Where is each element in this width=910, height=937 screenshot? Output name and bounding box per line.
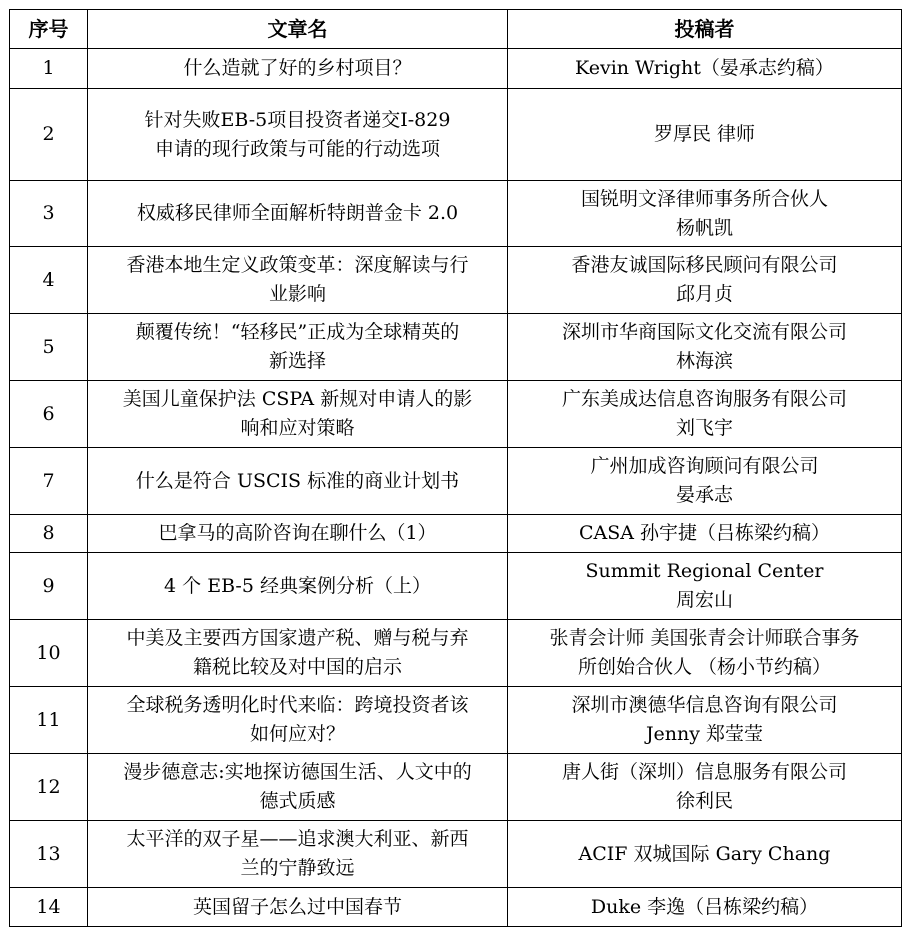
row-number: 2 — [10, 89, 88, 181]
article-title-line: 兰的宁静致远 — [240, 857, 355, 879]
article-title-cell — [88, 448, 508, 515]
author-cell — [508, 49, 902, 89]
author-line: 所创始合伙人 （杨小节约稿） — [577, 656, 832, 678]
table-row — [10, 620, 902, 687]
article-title-line: 中美及主要西方国家遗产税、赠与税与弃 — [126, 627, 469, 649]
author-cell — [508, 89, 902, 181]
table-row — [10, 49, 902, 89]
row-number: 6 — [10, 381, 88, 448]
table-row — [10, 553, 902, 620]
author-line: 罗厚民 律师 — [653, 123, 756, 145]
article-title-line: 申请的现行政策与可能的行动选项 — [154, 137, 440, 160]
article-title-line: 英国留子怎么过中国春节 — [192, 895, 402, 918]
author-line: Kevin Wright（晏承志约稿） — [575, 57, 834, 79]
author-line: Jenny 郑莹莹 — [645, 723, 764, 745]
article-title-cell — [88, 181, 508, 247]
article-title-cell — [88, 381, 508, 448]
author-line: Summit Regional Center — [585, 560, 824, 582]
table-row — [10, 448, 902, 515]
author-line: 香港友诚国际移民顾问有限公司 — [571, 254, 838, 276]
row-number: 7 — [10, 448, 88, 515]
article-title-line: 新选择 — [268, 350, 326, 372]
articles-table — [9, 9, 902, 927]
row-number: 4 — [10, 247, 88, 314]
article-title-line: 针对失败EB-5项目投资者递交I-829 — [144, 108, 451, 131]
row-number: 10 — [10, 620, 88, 687]
author-line: 深圳市澳德华信息咨询有限公司 — [571, 694, 838, 716]
article-title-line: 德式质感 — [259, 790, 336, 812]
author-cell — [508, 754, 902, 821]
table-body — [10, 49, 902, 927]
author-cell — [508, 247, 902, 314]
author-cell — [508, 448, 902, 515]
article-title-line: 什么造就了好的乡村项目？ — [183, 57, 412, 79]
author-line: 刘飞宇 — [675, 417, 733, 439]
author-line: 广州加成咨询顾问有限公司 — [590, 455, 819, 477]
row-number: 8 — [10, 515, 88, 553]
table-row — [10, 821, 902, 888]
row-number: 3 — [10, 181, 88, 247]
article-title-cell — [88, 553, 508, 620]
table-row — [10, 381, 902, 448]
author-line: 晏承志 — [675, 484, 733, 506]
author-line: ACIF 双城国际 Gary Chang — [578, 842, 831, 865]
author-cell — [508, 687, 902, 754]
author-cell — [508, 888, 902, 927]
author-cell — [508, 821, 902, 888]
author-line: 张青会计师 美国张青会计师联合事务 — [549, 627, 860, 649]
article-title-cell — [88, 754, 508, 821]
author-line: CASA 孙宇捷（吕栋梁约稿） — [578, 522, 831, 544]
author-line: 唐人街（深圳）信息服务有限公司 — [561, 761, 847, 783]
row-number: 9 — [10, 553, 88, 620]
author-cell — [508, 553, 902, 620]
article-title-line: 权威移民律师全面解析特朗普金卡 2.0 — [136, 202, 459, 224]
table-row — [10, 314, 902, 381]
author-line: Duke 李逸（吕栋梁约稿） — [590, 895, 819, 918]
author-cell — [508, 381, 902, 448]
article-title-cell — [88, 49, 508, 89]
author-cell — [508, 620, 902, 687]
header-row — [10, 10, 902, 49]
article-title-line: 巴拿马的高阶咨询在聊什么（1） — [158, 522, 437, 544]
article-title-line: 漫步德意志:实地探访德国生活、人文中的 — [123, 761, 472, 783]
article-title-line: 美国儿童保护法 CSPA 新规对申请人的影 — [122, 388, 473, 410]
author-line: 徐利民 — [675, 790, 733, 812]
article-title-line: 香港本地生定义政策变革：深度解读与行 — [126, 254, 469, 276]
table-row — [10, 687, 902, 754]
table-row — [10, 515, 902, 553]
article-title-cell — [88, 247, 508, 314]
article-title-cell — [88, 620, 508, 687]
table-row — [10, 754, 902, 821]
author-line: 邱月贞 — [675, 283, 733, 305]
article-title-line: 颠覆传统！“轻移民”正成为全球精英的 — [135, 321, 460, 343]
row-number: 14 — [10, 888, 88, 927]
table-row — [10, 89, 902, 181]
article-title-cell — [88, 314, 508, 381]
row-number: 12 — [10, 754, 88, 821]
article-title-line: 全球税务透明化时代来临：跨境投资者该 — [126, 694, 469, 716]
author-cell — [508, 314, 902, 381]
author-line: 周宏山 — [675, 589, 733, 611]
table-row — [10, 247, 902, 314]
article-title-cell — [88, 888, 508, 927]
author-line: 广东美成达信息咨询服务有限公司 — [561, 388, 847, 410]
row-number: 5 — [10, 314, 88, 381]
author-cell — [508, 515, 902, 553]
row-number: 1 — [10, 49, 88, 89]
author-line: 深圳市华商国际文化交流有限公司 — [561, 321, 847, 343]
article-title-line: 籍税比较及对中国的启示 — [192, 656, 402, 678]
article-title-cell — [88, 821, 508, 888]
table-row — [10, 181, 902, 247]
author-line: 国锐明文泽律师事务所合伙人 — [580, 187, 828, 210]
article-title-line: 如何应对？ — [249, 723, 345, 745]
author-line: 杨帆凯 — [675, 216, 733, 239]
author-line: 林海滨 — [675, 350, 733, 372]
article-title-line: 业影响 — [268, 283, 326, 305]
row-number: 11 — [10, 687, 88, 754]
article-title-line: 4 个 EB-5 经典案例分析（上） — [164, 574, 431, 597]
table-row — [10, 888, 902, 927]
article-title-line: 什么是符合 USCIS 标准的商业计划书 — [135, 469, 460, 492]
header-no: 序号 — [10, 10, 88, 49]
article-title-line: 响和应对策略 — [240, 417, 355, 439]
article-title-cell — [88, 515, 508, 553]
row-number: 13 — [10, 821, 88, 888]
article-title-cell — [88, 687, 508, 754]
header-title: 文章名 — [88, 10, 508, 49]
article-title-line: 太平洋的双子星——追求澳大利亚、新西 — [126, 828, 469, 850]
author-cell — [508, 181, 902, 247]
article-title-cell — [88, 89, 508, 181]
header-author: 投稿者 — [508, 10, 902, 49]
